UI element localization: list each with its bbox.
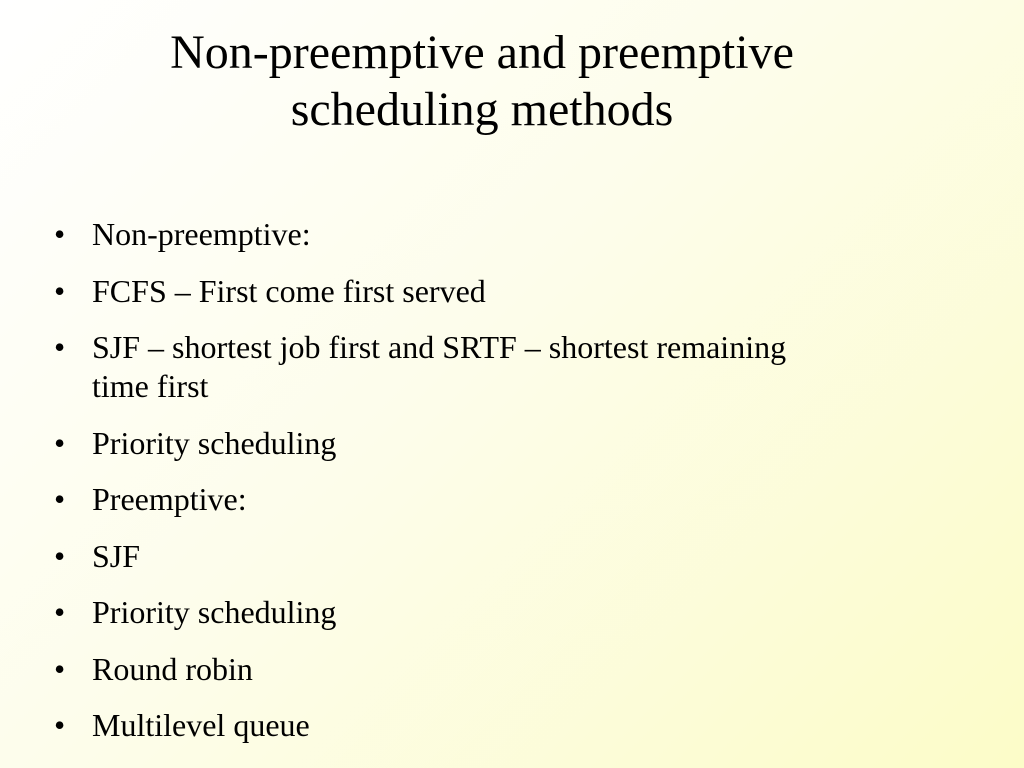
bullet-item-sjf (52, 537, 832, 576)
bullet-item-multilevel-queue (52, 706, 832, 745)
bullet-icon: • (54, 594, 66, 630)
bullet-icon: • (54, 537, 66, 574)
bullet-text: Non-preemptive: (92, 216, 311, 252)
bullet-icon: • (54, 329, 66, 365)
bullet-text: Preemptive: (92, 481, 247, 517)
slide-title-line-2: scheduling methods (290, 83, 674, 136)
bullet-icon: • (54, 272, 66, 309)
bullet-item-priority-scheduling (52, 424, 832, 463)
bullet-item-fcfs (52, 272, 832, 311)
bullet-item-preemptive (52, 480, 832, 519)
bullet-text: SJF (92, 537, 141, 574)
bullet-item-round-robin (52, 650, 832, 689)
bullet-text: Round robin (92, 650, 253, 687)
bullet-text: Priority scheduling (92, 424, 337, 461)
bullet-item-priority-scheduling-2 (52, 593, 832, 632)
bullet-icon: • (54, 650, 66, 687)
bullet-text: SJF – shortest job first and SRTF – shortest remaining time first (92, 329, 787, 404)
bullet-icon: • (54, 216, 66, 252)
bullet-item-non-preemptive (52, 215, 832, 254)
bullet-list (52, 215, 832, 763)
bullet-item-sjf-srtf (52, 328, 832, 406)
bullet-icon: • (54, 707, 66, 743)
bullet-text: Multilevel queue (92, 707, 310, 743)
bullet-text: FCFS – First come first served (92, 272, 486, 309)
bullet-text: Priority scheduling (92, 594, 337, 630)
slide-title (40, 24, 924, 138)
slide-title-line-1: Non-preemptive and preemptive (170, 26, 794, 79)
bullet-icon: • (54, 481, 66, 517)
bullet-icon: • (54, 424, 66, 461)
